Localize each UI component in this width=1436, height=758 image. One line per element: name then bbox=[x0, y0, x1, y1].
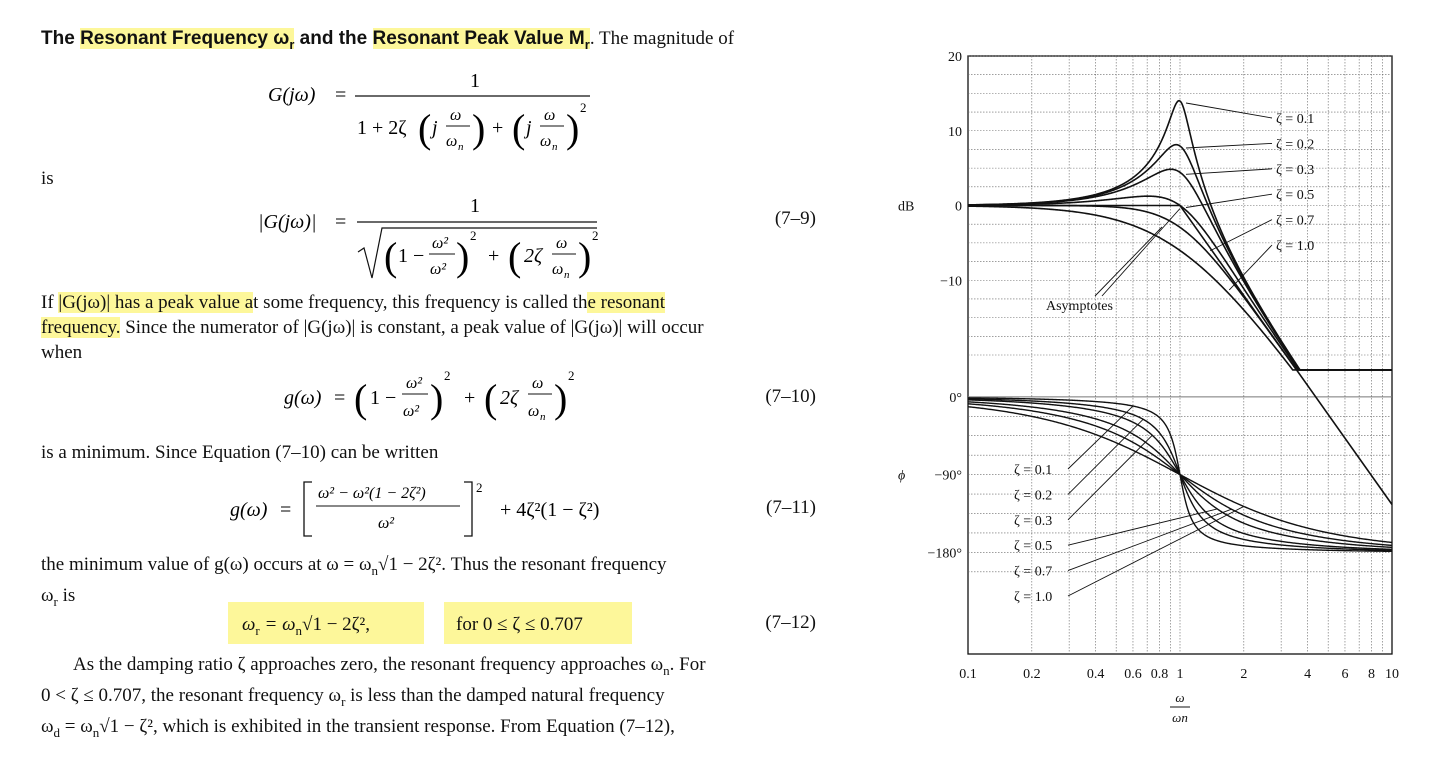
svg-text:1 −: 1 − bbox=[370, 387, 397, 409]
phase-legend-label: ζ = 1.0 bbox=[1014, 590, 1053, 605]
phase-legend-label: ζ = 0.2 bbox=[1014, 488, 1053, 504]
magnitude-tick-label: 20 bbox=[948, 50, 962, 65]
equation-omega-r: $\omega_r = \omega_n√1 - 2\zeta^2$, bbox=[242, 614, 370, 638]
bode-plot bbox=[890, 30, 1410, 730]
heading-highlight-1: Resonant Frequency $\omega_r$ bbox=[80, 28, 295, 52]
magnitude-legend-leader bbox=[1186, 143, 1272, 148]
svg-text:1: 1 bbox=[470, 195, 480, 217]
svg-text:2: 2 bbox=[470, 228, 477, 243]
phase-legend-label: ζ = 0.1 bbox=[1014, 463, 1053, 478]
svg-text:j: j bbox=[432, 117, 438, 139]
paragraph-resonant: If |G(jω)| has a peak value at some frequency, this frequency is called the resonant frequency. Since the numerator of |G(jω)| is constant, a peak value of |G(jω)| will occur when bbox=[41, 292, 704, 363]
x-tick-label: 0.8 bbox=[1150, 667, 1169, 682]
paragraph-minimum: is a minimum. Since Equation (7–10) can be written bbox=[41, 442, 439, 463]
x-tick-label: 8 bbox=[1367, 667, 1375, 682]
svg-text:(: ( bbox=[484, 376, 498, 421]
svg-text:ω: ω bbox=[540, 133, 552, 150]
svg-text:ω: ω bbox=[528, 403, 540, 420]
svg-text:=: = bbox=[280, 499, 292, 521]
svg-text:2: 2 bbox=[580, 100, 587, 115]
svg-text:1: 1 bbox=[470, 70, 480, 92]
phase-legend-label: ζ = 0.5 bbox=[1014, 539, 1053, 555]
svg-text:2: 2 bbox=[592, 228, 599, 243]
magnitude-legend-label: ζ = 0.1 bbox=[1276, 112, 1315, 127]
magnitude-tick-label: 0 bbox=[955, 199, 962, 215]
phase-axis-label: ϕ bbox=[898, 468, 906, 484]
heading-highlight-2: Resonant Peak Value $M_r$ bbox=[372, 28, 590, 52]
chart-labels bbox=[898, 50, 1399, 725]
svg-text:(: ( bbox=[508, 234, 522, 279]
svg-text:j: j bbox=[526, 117, 532, 139]
phase-legend-leader bbox=[1068, 509, 1232, 570]
equation-number-7-9: (7–9) bbox=[774, 208, 816, 229]
svg-text:): ) bbox=[456, 234, 470, 279]
phase-legend-label: ζ = 0.7 bbox=[1014, 564, 1053, 580]
x-tick-label: 10 bbox=[1385, 667, 1399, 682]
svg-text:(: ( bbox=[418, 106, 432, 151]
svg-text:g(ω): g(ω) bbox=[230, 499, 268, 521]
svg-text:n: n bbox=[552, 141, 558, 153]
svg-text:=: = bbox=[335, 84, 347, 106]
highlight-frequency: frequency. bbox=[41, 317, 121, 338]
magnitude-legend-label: ζ = 0.2 bbox=[1276, 137, 1315, 153]
paragraph-is: is bbox=[41, 168, 54, 189]
equation-zeta-range: for 0 ≤ ζ ≤ 0.707 bbox=[456, 614, 583, 635]
phase-legend-leader bbox=[1068, 509, 1217, 545]
x-tick-label: 0.1 bbox=[959, 667, 977, 682]
section-heading bbox=[41, 26, 817, 57]
phase-tick-label: −90° bbox=[934, 468, 962, 484]
magnitude-legend-label: ζ = 0.5 bbox=[1276, 188, 1315, 204]
x-tick-label: 6 bbox=[1341, 667, 1349, 682]
equation-g-omega-rewritten bbox=[228, 474, 648, 544]
magnitude-axis-label: dB bbox=[898, 199, 915, 215]
svg-text:ω²: ω² bbox=[378, 515, 395, 532]
svg-text:ω: ω bbox=[556, 235, 568, 252]
svg-text:ω²: ω² bbox=[406, 375, 423, 392]
svg-text:+: + bbox=[492, 117, 504, 139]
magnitude-tick-label: −10 bbox=[940, 274, 962, 290]
phase-legend-leader bbox=[1068, 435, 1152, 520]
svg-text:): ) bbox=[472, 106, 486, 151]
equation-transfer-function bbox=[260, 62, 620, 157]
svg-text:ω²: ω² bbox=[432, 235, 449, 252]
x-tick-label: 2 bbox=[1240, 667, 1248, 682]
magnitude-legend-label: ζ = 1.0 bbox=[1276, 239, 1315, 254]
svg-text:(: ( bbox=[384, 234, 398, 279]
phase-legend-label: ζ = 0.3 bbox=[1014, 513, 1053, 529]
svg-text:2ζ: 2ζ bbox=[524, 245, 543, 267]
svg-text:ω: ω bbox=[446, 133, 458, 150]
svg-text:): ) bbox=[554, 376, 568, 421]
svg-text:=: = bbox=[334, 387, 346, 409]
x-tick-label: 1 bbox=[1176, 667, 1184, 682]
svg-text:2: 2 bbox=[568, 368, 575, 383]
magnitude-tick-label: 10 bbox=[948, 124, 962, 140]
svg-text:+: + bbox=[488, 245, 500, 267]
svg-text:ω: ω bbox=[532, 375, 544, 392]
svg-text:): ) bbox=[578, 234, 592, 279]
svg-text:1 −: 1 − bbox=[398, 245, 425, 267]
x-tick-label: 0.4 bbox=[1086, 667, 1105, 682]
svg-text:ω² − ω²(1 − 2ζ²): ω² − ω²(1 − 2ζ²) bbox=[318, 485, 426, 502]
svg-text:): ) bbox=[566, 106, 580, 151]
svg-text:n: n bbox=[564, 269, 570, 281]
asymptotes-label: Asymptotes bbox=[1046, 299, 1113, 314]
heading-mid: and the bbox=[294, 28, 373, 49]
x-axis-label-denominator: ωn bbox=[1172, 710, 1188, 725]
svg-text:+: + bbox=[464, 387, 476, 409]
svg-text:(: ( bbox=[512, 106, 526, 151]
heading-lead: The bbox=[41, 28, 81, 49]
magnitude-legend-label: ζ = 0.3 bbox=[1276, 162, 1315, 178]
x-axis-label-numerator: ω bbox=[1175, 690, 1185, 705]
x-tick-label: 0.6 bbox=[1124, 667, 1142, 682]
equation-g-omega bbox=[282, 362, 602, 432]
svg-text:2: 2 bbox=[444, 368, 451, 383]
svg-text:ω²: ω² bbox=[430, 261, 447, 278]
svg-text:1 + 2ζ: 1 + 2ζ bbox=[357, 117, 407, 139]
svg-text:|G(jω)|: |G(jω)| bbox=[258, 211, 317, 233]
asymptote-leader bbox=[1102, 208, 1180, 296]
phase-tick-label: 0° bbox=[949, 390, 962, 406]
paragraph-damping: As the damping ratio ζ approaches zero, the resonant frequency approaches $\omega_n$. For 0 < ζ ≤ 0.707, the resonant frequency $\omega_r$ is less than the damped natural frequency $\omega_d = \omega_n√1 - \zeta^2$, which is exhibited in the transient response. From Equation (7–12), bbox=[41, 654, 706, 740]
svg-text:2: 2 bbox=[476, 480, 483, 495]
svg-text:ω²: ω² bbox=[403, 403, 420, 420]
svg-text:n: n bbox=[458, 141, 464, 153]
equation-number-7-10: (7–10) bbox=[765, 386, 816, 407]
svg-text:): ) bbox=[430, 376, 444, 421]
x-tick-label: 0.2 bbox=[1023, 667, 1041, 682]
svg-text:2ζ: 2ζ bbox=[500, 387, 519, 409]
magnitude-legend-leader bbox=[1186, 103, 1272, 118]
equation-number-7-12: (7–12) bbox=[765, 612, 816, 633]
magnitude-legend-label: ζ = 0.7 bbox=[1276, 213, 1315, 229]
heading-tail: . The magnitude of bbox=[589, 28, 735, 49]
svg-text:ω: ω bbox=[544, 107, 556, 124]
x-tick-label: 4 bbox=[1304, 667, 1312, 682]
phase-legend-leader bbox=[1068, 506, 1244, 596]
svg-text:=: = bbox=[335, 211, 347, 233]
svg-text:n: n bbox=[540, 411, 546, 423]
phase-legend-leader bbox=[1068, 419, 1143, 494]
svg-text:(: ( bbox=[354, 376, 368, 421]
phase-tick-label: −180° bbox=[927, 546, 962, 562]
svg-text:ω: ω bbox=[450, 107, 462, 124]
svg-text:+ 4ζ²(1 − ζ²): + 4ζ²(1 − ζ²) bbox=[500, 499, 600, 521]
highlight-resonant: e resonant bbox=[587, 292, 666, 313]
equation-number-7-11: (7–11) bbox=[766, 497, 816, 518]
equation-magnitude bbox=[252, 190, 622, 285]
svg-text:G(jω): G(jω) bbox=[268, 84, 316, 106]
highlight-peak-value: |G(jω)| has a peak value a bbox=[58, 292, 254, 313]
paragraph-minimum-value: the minimum value of g(ω) occurs at $\omega = \omega_n√1 - 2\zeta^2$. Thus the resonant frequency $\omega_r$ is bbox=[41, 554, 667, 609]
svg-text:ω: ω bbox=[552, 261, 564, 278]
svg-text:g(ω): g(ω) bbox=[284, 387, 322, 409]
